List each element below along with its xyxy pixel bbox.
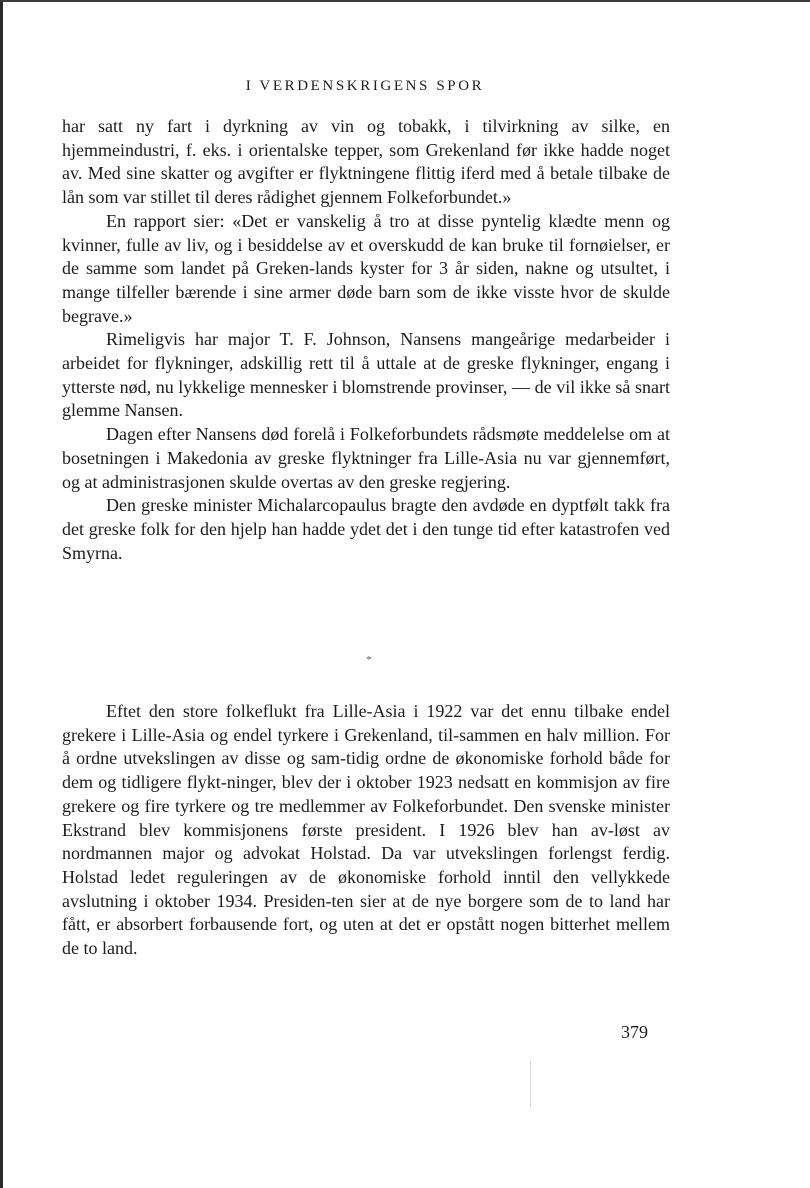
scan-edge-top <box>0 0 810 2</box>
scan-scratch-mark <box>530 1060 531 1108</box>
paragraph-1-2: En rapport sier: «Det er vanskelig å tro at disse pyntelig klædte menn og kvinner, fulle av liv, og i besiddelse av et overskudd de kan bruke til fornøielser, er de samme som landet på Greken-lands kyster for 3 år siden, nakne og utsultet, i mange tilfeller bærende i sine armer døde barn som de ikke visste hvor de skulde begrave.» <box>62 210 670 326</box>
section-separator: * <box>366 654 372 666</box>
running-head: I VERDENSKRIGENS SPOR <box>245 78 485 94</box>
paragraph-1-4: Dagen efter Nansens død forelå i Folkeforbundets rådsmøte meddelelse om at bosetningen i Makedonia av greske flyktninger fra Lille-Asia nu var gjennemført, og at administrasjonen skulde overtas av den greske regjering. <box>62 424 670 492</box>
paragraph-1-3: Rimeligvis har major T. F. Johnson, Nansens mangeårige medarbeider i arbeidet for flykninger, adskillig rett til å uttale at de greske flykninger, engang i ytterste nød, nu lykkelige mennesker i blomstrende provinser, — de vil ikke så snart glemme Nansen. <box>62 329 670 421</box>
paragraph-2-1: Eftet den store folkeflukt fra Lille-Asia i 1922 var det ennu tilbake endel grekere i Lille-Asia og endel tyrkere i Grekenland, til-sammen en halv million. For å ordne utvekslingen av disse og sam-tidig ordne de økonomiske forhold både for dem og tidligere flykt-ninger, blev der i oktober 1923 nedsatt en kommisjon av fire grekere og fire tyrkere og tre medlemmer av Folkeforbundet. Den svenske minister Ekstrand blev kommisjonens første president. I 1926 blev han av-løst av nordmannen major og advokat Holstad. Da var utvekslingen forlengst ferdig. Holstad ledet reguleringen av de økonomiske forhold inntil den vellykkede avslutning i oktober 1934. Presiden-ten sier at de nye borgere som de to land har fått, er absorbert forbausende fort, og uten at det er opstått nogen bitterhet mellem de to land. <box>62 701 670 959</box>
section-1-body <box>62 115 670 565</box>
section-2-body <box>62 700 670 961</box>
page-number: 379 <box>621 1022 648 1042</box>
paragraph-1-5: Den greske minister Michalarcopaulus bragte den avdøde en dyptfølt takk fra det greske folk for den hjelp han hadde ydet det i den tunge tid efter katastrofen ved Smyrna. <box>62 495 670 563</box>
scan-edge-left <box>0 0 3 1188</box>
paragraph-1-1: har satt ny fart i dyrkning av vin og tobakk, i tilvirkning av silke, en hjemmeindustri, f. eks. i orientalske tepper, som Grekenland før ikke hadde noget av. Med sine skatter og avgifter er flyktningene flittig iferd med å betale tilbake de lån som var stillet til deres rådighet gjennem Folkeforbundet.» <box>62 116 670 208</box>
